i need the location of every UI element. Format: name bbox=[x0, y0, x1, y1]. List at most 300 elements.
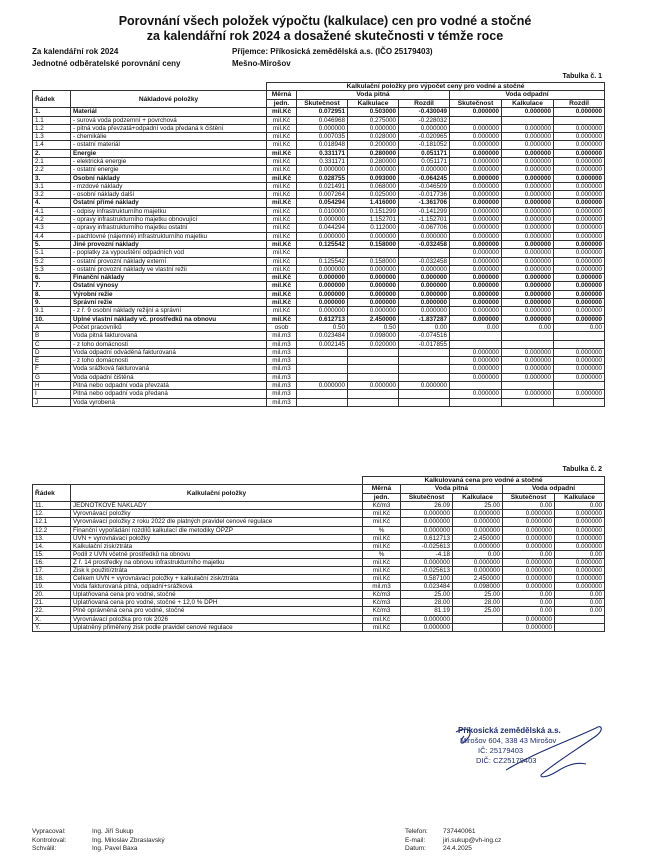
row-value: 0.000000 bbox=[502, 207, 554, 215]
row-value: 0.000000 bbox=[554, 274, 605, 282]
row-unit: mil.Kč bbox=[267, 199, 297, 207]
row-value: 0.000000 bbox=[450, 199, 502, 207]
table-row bbox=[33, 382, 605, 390]
row-value: 0.000000 bbox=[503, 510, 555, 518]
row-value: 0.000000 bbox=[502, 315, 554, 323]
row-label: Počet pracovníků bbox=[71, 323, 267, 331]
footer-role: Schválil: bbox=[32, 845, 57, 852]
row-number: 6. bbox=[33, 274, 71, 282]
row-value: -1.361706 bbox=[399, 199, 450, 207]
row-value: 2.450000 bbox=[453, 575, 503, 583]
row-value bbox=[399, 365, 450, 373]
row-value: 0.000000 bbox=[450, 207, 502, 215]
footer-name: Ing. Jiří Sukup bbox=[92, 828, 134, 835]
row-value bbox=[399, 348, 450, 356]
row-unit: mil.Kč bbox=[363, 534, 401, 542]
row-label: Voda srážková fakturovaná bbox=[71, 365, 267, 373]
row-unit: mil.Kč bbox=[267, 149, 297, 157]
row-value: 0.000000 bbox=[502, 191, 554, 199]
row-value: 0.125542 bbox=[297, 257, 348, 265]
table-row bbox=[33, 166, 605, 174]
row-value: 0.000000 bbox=[450, 224, 502, 232]
row-label: - osobní náklady další bbox=[71, 191, 267, 199]
row-value: 0.00 bbox=[503, 599, 555, 607]
row-unit: Kč/m3 bbox=[363, 502, 401, 510]
calculated-price-table bbox=[32, 476, 605, 632]
row-value: 0.00 bbox=[503, 502, 555, 510]
row-number: 5.2 bbox=[33, 257, 71, 265]
row-value: 0.00 bbox=[555, 591, 605, 599]
row-value: 0.000000 bbox=[502, 307, 554, 315]
table-row bbox=[33, 232, 605, 240]
row-value: 0.000000 bbox=[450, 182, 502, 190]
row-value: 0.000000 bbox=[297, 307, 348, 315]
row-value: 0.000000 bbox=[450, 307, 502, 315]
row-value: 0.000000 bbox=[554, 290, 605, 298]
row-value: 0.000000 bbox=[554, 307, 605, 315]
row-label: Uplatňovaná cena pro vodné, stočné bbox=[71, 591, 363, 599]
row-value: 0.000000 bbox=[297, 216, 348, 224]
row-value bbox=[554, 382, 605, 390]
row-number: 21. bbox=[33, 599, 71, 607]
row-unit: mil.Kč bbox=[267, 141, 297, 149]
row-label: - ostatní materiál bbox=[71, 141, 267, 149]
row-value bbox=[502, 398, 554, 406]
row-number: 5.3 bbox=[33, 265, 71, 273]
row-value: 0.000000 bbox=[502, 133, 554, 141]
row-value bbox=[297, 365, 348, 373]
row-number: 18. bbox=[33, 575, 71, 583]
row-value: 0.000000 bbox=[555, 566, 605, 574]
row-value: 25.00 bbox=[453, 502, 503, 510]
table-row bbox=[33, 224, 605, 232]
row-value: 0.010000 bbox=[297, 207, 348, 215]
row-value: 0.000000 bbox=[502, 373, 554, 381]
row-unit: Kč/m3 bbox=[363, 591, 401, 599]
row-value: 0.000000 bbox=[348, 166, 399, 174]
row-label: - z toho domácnosti bbox=[71, 357, 267, 365]
row-label: Voda fakturovaná pitná, odpadní+srážková bbox=[71, 583, 363, 591]
row-label: Plně oprávněná cena pro vodné, stočné bbox=[71, 607, 363, 615]
stamp-dic: DIČ: CZ25179403 bbox=[476, 756, 537, 765]
title-line-2: za kalendářní rok 2024 a dosažené skutečnosti v témže roce bbox=[146, 29, 504, 43]
row-value: 0.000000 bbox=[399, 265, 450, 273]
row-label: - elektrická energie bbox=[71, 158, 267, 166]
row-label: Voda odpadní odváděná fakturovaná bbox=[71, 348, 267, 356]
row-value: 0.000000 bbox=[297, 124, 348, 132]
row-value: 25.00 bbox=[453, 591, 503, 599]
row-number: 4. bbox=[33, 199, 71, 207]
table-row bbox=[33, 249, 605, 257]
row-label: Uplatněný přiměřený zisk podle pravidel cenové regulace bbox=[71, 623, 363, 631]
row-unit: mil.Kč bbox=[267, 307, 297, 315]
table1-group-water: Voda pitná bbox=[297, 91, 450, 99]
row-value: 0.000000 bbox=[348, 282, 399, 290]
row-unit: mil.Kč bbox=[267, 240, 297, 248]
row-label: Kalkulační zisk/ztráta bbox=[71, 542, 363, 550]
row-label: Ostatní výnosy bbox=[71, 282, 267, 290]
table-row bbox=[33, 332, 605, 340]
footer-label: E-mail: bbox=[405, 836, 426, 844]
row-value: 0.000000 bbox=[502, 158, 554, 166]
row-value bbox=[453, 615, 503, 623]
row-value: 0.280000 bbox=[348, 158, 399, 166]
row-value: -0.020965 bbox=[399, 133, 450, 141]
table-row bbox=[33, 149, 605, 157]
row-number: H bbox=[33, 382, 71, 390]
row-value bbox=[453, 623, 503, 631]
row-value: 0.000000 bbox=[450, 141, 502, 149]
row-value: 0.50 bbox=[297, 323, 348, 331]
row-value bbox=[502, 332, 554, 340]
table-row bbox=[33, 174, 605, 182]
table1-col-water-real: Skutečnost bbox=[297, 99, 348, 107]
row-unit: mil.Kč bbox=[267, 232, 297, 240]
row-value bbox=[399, 398, 450, 406]
row-value: 0.000000 bbox=[555, 510, 605, 518]
row-value: 0.000000 bbox=[554, 299, 605, 307]
footer-value: jiri.sukup@vh-ing.cz bbox=[443, 836, 502, 844]
footer-label: Datum: bbox=[405, 845, 426, 852]
row-label: Voda odpadní čištěná bbox=[71, 373, 267, 381]
row-value: 0.000000 bbox=[450, 315, 502, 323]
table1-col-row: Řádek bbox=[33, 91, 71, 108]
table-row bbox=[33, 191, 605, 199]
row-unit: mil.m3 bbox=[267, 382, 297, 390]
row-value: 0.000000 bbox=[502, 166, 554, 174]
table2-group-water: Voda pitná bbox=[401, 485, 503, 493]
row-value: 0.000000 bbox=[297, 166, 348, 174]
row-number: A bbox=[33, 323, 71, 331]
row-value: 0.331171 bbox=[297, 149, 348, 157]
table2-col-water-real: Skutečnost bbox=[401, 493, 453, 501]
table2-col-row: Řádek bbox=[33, 485, 71, 502]
row-value: 0.000000 bbox=[554, 224, 605, 232]
row-value bbox=[348, 357, 399, 365]
row-value: 0.007035 bbox=[297, 133, 348, 141]
row-value: 0.112000 bbox=[348, 224, 399, 232]
table2-col-waste-calc: Kalkulace bbox=[555, 493, 605, 501]
recipient-label: Příjemce: Příkosická zemědělská a.s. (IČO 25179403) bbox=[232, 47, 433, 56]
row-value: 0.000000 bbox=[502, 174, 554, 182]
row-unit: mil.Kč bbox=[363, 615, 401, 623]
table1-col-water-diff: Rozdíl bbox=[399, 99, 450, 107]
row-unit: mil.Kč bbox=[267, 315, 297, 323]
row-value: 0.000000 bbox=[450, 133, 502, 141]
row-value: 0.000000 bbox=[450, 365, 502, 373]
row-value: 0.000000 bbox=[554, 191, 605, 199]
row-value: 0.000000 bbox=[503, 534, 555, 542]
row-number: 4.1 bbox=[33, 207, 71, 215]
row-unit: mil.Kč bbox=[267, 108, 297, 116]
row-number: B bbox=[33, 332, 71, 340]
row-unit: mil.Kč bbox=[267, 158, 297, 166]
row-value: 0.00 bbox=[555, 502, 605, 510]
document-title bbox=[0, 14, 650, 44]
row-value: 0.000000 bbox=[453, 510, 503, 518]
row-unit: mil.Kč bbox=[267, 282, 297, 290]
row-value: -1.837287 bbox=[399, 315, 450, 323]
row-label: Finanční náklady bbox=[71, 274, 267, 282]
row-value: 0.000000 bbox=[554, 166, 605, 174]
footer-value: 24.4.2025 bbox=[443, 845, 472, 852]
row-value: 0.000000 bbox=[297, 282, 348, 290]
row-value: 0.000000 bbox=[502, 108, 554, 116]
row-value: -0.017855 bbox=[399, 340, 450, 348]
row-value: 0.000000 bbox=[555, 583, 605, 591]
table-row bbox=[33, 558, 605, 566]
row-label: Uplatňovaná cena pro vodné, stočné + 12,0 % DPH bbox=[71, 599, 363, 607]
row-value: 0.000000 bbox=[450, 390, 502, 398]
row-number: 4.4 bbox=[33, 232, 71, 240]
row-value: 2.450000 bbox=[348, 315, 399, 323]
table-row bbox=[33, 575, 605, 583]
row-label: Z ř. 14 prostředky na obnovu infrastrukturního majetku bbox=[71, 558, 363, 566]
row-value: 0.000000 bbox=[348, 382, 399, 390]
row-number: J bbox=[33, 398, 71, 406]
row-value: 0.587100 bbox=[401, 575, 453, 583]
row-unit: mil.Kč bbox=[363, 542, 401, 550]
row-value: 0.028755 bbox=[297, 174, 348, 182]
table-row bbox=[33, 216, 605, 224]
row-value: 0.000000 bbox=[453, 518, 503, 526]
table-row bbox=[33, 307, 605, 315]
table-row bbox=[33, 373, 605, 381]
year-label: Za kalendářní rok 2024 bbox=[32, 47, 119, 56]
row-value: 0.275000 bbox=[348, 116, 399, 124]
row-unit: mil.m3 bbox=[267, 365, 297, 373]
row-value bbox=[297, 348, 348, 356]
table-row bbox=[33, 290, 605, 298]
row-value: 0.503000 bbox=[348, 108, 399, 116]
row-label: - ostatní energie bbox=[71, 166, 267, 174]
row-value: 0.000000 bbox=[554, 216, 605, 224]
row-unit: mil.Kč bbox=[267, 299, 297, 307]
row-number: 12.2 bbox=[33, 526, 71, 534]
footer-label: Telefon: bbox=[405, 828, 428, 835]
row-number: 1.1 bbox=[33, 116, 71, 124]
row-value: 25.00 bbox=[401, 591, 453, 599]
table2-col-item: Kalkulační položky bbox=[71, 485, 363, 502]
row-value bbox=[554, 398, 605, 406]
row-value: 0.000000 bbox=[554, 249, 605, 257]
row-value: 0.000000 bbox=[554, 141, 605, 149]
row-value: 0.000000 bbox=[401, 526, 453, 534]
footer-role: Vypracoval: bbox=[32, 828, 66, 835]
row-value: 0.046968 bbox=[297, 116, 348, 124]
table1-col-unit-2: jedn. bbox=[267, 99, 297, 107]
table-row bbox=[33, 357, 605, 365]
row-value: 0.000000 bbox=[401, 615, 453, 623]
row-value: 0.000000 bbox=[399, 282, 450, 290]
row-value: 0.00 bbox=[453, 550, 503, 558]
row-value: 0.00 bbox=[555, 599, 605, 607]
row-value: -1.152701 bbox=[399, 216, 450, 224]
row-label: Úplné vlastní náklady vč. prostředků na obnovu bbox=[71, 315, 267, 323]
row-value: 0.000000 bbox=[453, 558, 503, 566]
row-value: 0.000000 bbox=[503, 575, 555, 583]
row-value: 0.50 bbox=[348, 323, 399, 331]
footer-role: Kontroloval: bbox=[32, 836, 67, 844]
row-value: 0.000000 bbox=[348, 274, 399, 282]
row-label: Finanční vypořádání rozdílů kalkulací dle metodiky OPŽP bbox=[71, 526, 363, 534]
row-unit: mil.Kč bbox=[267, 191, 297, 199]
row-value: 0.000000 bbox=[399, 124, 450, 132]
row-value: 0.000000 bbox=[450, 191, 502, 199]
row-value: 0.000000 bbox=[554, 240, 605, 248]
row-number: F bbox=[33, 365, 71, 373]
row-value: 0.00 bbox=[450, 323, 502, 331]
row-unit: % bbox=[363, 526, 401, 534]
row-label: Celkem ÚVN + vyrovnávací položky + kalkulační zisk/ztráta bbox=[71, 575, 363, 583]
row-value: 0.000000 bbox=[401, 510, 453, 518]
row-value: 0.000000 bbox=[554, 124, 605, 132]
row-label: Materiál bbox=[71, 108, 267, 116]
row-value: 0.158000 bbox=[348, 240, 399, 248]
row-unit: mil.m3 bbox=[267, 332, 297, 340]
row-value: 0.000000 bbox=[502, 240, 554, 248]
row-label: - opravy infrastrukturního majetku obnovující bbox=[71, 216, 267, 224]
row-value: 0.000000 bbox=[502, 124, 554, 132]
table-row bbox=[33, 526, 605, 534]
row-label: - surová voda podzemní + povrchová bbox=[71, 116, 267, 124]
table1-col-water-calc: Kalkulace bbox=[348, 99, 399, 107]
row-value: 0.000000 bbox=[450, 149, 502, 157]
row-value: 0.002145 bbox=[297, 340, 348, 348]
row-label: - z ř. 9 osobní náklady režijní a správní bbox=[71, 307, 267, 315]
table-row bbox=[33, 599, 605, 607]
row-value: 0.000000 bbox=[348, 232, 399, 240]
row-label: - poplatky za vypouštění odpadních vod bbox=[71, 249, 267, 257]
table-row bbox=[33, 510, 605, 518]
row-unit: mil.Kč bbox=[267, 207, 297, 215]
row-value: -0.025613 bbox=[401, 542, 453, 550]
footer-contacts bbox=[405, 828, 501, 854]
row-unit: mil.Kč bbox=[267, 274, 297, 282]
row-value: 0.000000 bbox=[555, 534, 605, 542]
row-number: D bbox=[33, 348, 71, 356]
row-label: Pitná nebo odpadní voda předaná bbox=[71, 390, 267, 398]
row-number: 5. bbox=[33, 240, 71, 248]
row-number: 12. bbox=[33, 510, 71, 518]
row-value: 0.000000 bbox=[554, 149, 605, 157]
row-value bbox=[348, 398, 399, 406]
row-unit: osob bbox=[267, 323, 297, 331]
row-number: 20. bbox=[33, 591, 71, 599]
row-value: 0.000000 bbox=[503, 615, 555, 623]
table-row bbox=[33, 240, 605, 248]
table-row bbox=[33, 108, 605, 116]
row-value bbox=[297, 373, 348, 381]
row-value: 0.000000 bbox=[554, 182, 605, 190]
row-number: 3. bbox=[33, 174, 71, 182]
row-value: 0.000000 bbox=[401, 558, 453, 566]
table1-group-waste: Voda odpadní bbox=[450, 91, 605, 99]
table-row bbox=[33, 390, 605, 398]
footer-authors bbox=[32, 828, 165, 854]
row-value: 0.000000 bbox=[450, 265, 502, 273]
row-value: 28.00 bbox=[453, 599, 503, 607]
row-value: 0.000000 bbox=[450, 108, 502, 116]
row-value: 0.044294 bbox=[297, 224, 348, 232]
row-value: 0.000000 bbox=[554, 373, 605, 381]
row-value: -0.067706 bbox=[399, 224, 450, 232]
cost-items-table bbox=[32, 82, 605, 407]
table-row bbox=[33, 623, 605, 631]
row-value: 0.000000 bbox=[554, 108, 605, 116]
row-value: 0.000000 bbox=[554, 133, 605, 141]
table2-col-unit-2: jedn. bbox=[363, 493, 401, 501]
row-value: 26.09 bbox=[401, 502, 453, 510]
row-number: 5.1 bbox=[33, 249, 71, 257]
table-row bbox=[33, 502, 605, 510]
table-row bbox=[33, 591, 605, 599]
row-value bbox=[502, 382, 554, 390]
row-value: -4.18 bbox=[401, 550, 453, 558]
row-number: 4.2 bbox=[33, 216, 71, 224]
row-value: 0.000000 bbox=[503, 526, 555, 534]
row-unit: mil.Kč bbox=[267, 224, 297, 232]
row-value: 0.000000 bbox=[399, 290, 450, 298]
row-value: 0.028000 bbox=[348, 133, 399, 141]
footer-name: Ing. Miloslav Zbraslavský bbox=[92, 836, 165, 844]
row-value bbox=[348, 249, 399, 257]
row-label: - pachtovné (nájemné) infrastrukturního majetku bbox=[71, 232, 267, 240]
row-value: -0.064245 bbox=[399, 174, 450, 182]
row-label: Jiné provozní náklady bbox=[71, 240, 267, 248]
row-value: 0.000000 bbox=[554, 174, 605, 182]
row-label: Vyrovnávací položky z roku 2022 dle platných pravidel cenové regulace bbox=[71, 518, 363, 526]
row-number: X. bbox=[33, 615, 71, 623]
table-row bbox=[33, 398, 605, 406]
row-value: 0.000000 bbox=[503, 542, 555, 550]
row-value: -0.074516 bbox=[399, 332, 450, 340]
row-label: Vyrovnávací položka pro rok 2026 bbox=[71, 615, 363, 623]
table2-label: Tabulka č. 2 bbox=[562, 466, 602, 473]
row-unit: mil.Kč bbox=[363, 558, 401, 566]
row-value: 0.020000 bbox=[348, 340, 399, 348]
row-value: 0.000000 bbox=[554, 199, 605, 207]
row-value bbox=[297, 390, 348, 398]
table-row bbox=[33, 566, 605, 574]
row-label: Osobní náklady bbox=[71, 174, 267, 182]
row-value: 0.000000 bbox=[450, 232, 502, 240]
row-unit: mil.Kč bbox=[267, 116, 297, 124]
row-label: - pitná voda převzatá+odpadní voda předaná k čištění bbox=[71, 124, 267, 132]
row-value: 0.00 bbox=[554, 323, 605, 331]
row-number: 7. bbox=[33, 282, 71, 290]
row-unit: mil.Kč bbox=[267, 290, 297, 298]
row-unit: mil.m3 bbox=[267, 340, 297, 348]
table-row bbox=[33, 607, 605, 615]
row-value bbox=[399, 390, 450, 398]
row-value: 0.000000 bbox=[450, 373, 502, 381]
table-row bbox=[33, 365, 605, 373]
row-value: 0.125542 bbox=[297, 240, 348, 248]
company-stamp-signature bbox=[446, 722, 616, 786]
row-number: 12.1 bbox=[33, 518, 71, 526]
row-value: 0.000000 bbox=[450, 249, 502, 257]
table-row bbox=[33, 615, 605, 623]
row-value: 0.000000 bbox=[297, 265, 348, 273]
row-number: 17. bbox=[33, 566, 71, 574]
table1-col-waste-real: Skutečnost bbox=[450, 99, 502, 107]
row-number: Y. bbox=[33, 623, 71, 631]
row-value: 0.000000 bbox=[554, 158, 605, 166]
row-number: 9. bbox=[33, 299, 71, 307]
row-label: - mzdové náklady bbox=[71, 182, 267, 190]
table1-col-item: Nákladové položky bbox=[71, 91, 267, 108]
